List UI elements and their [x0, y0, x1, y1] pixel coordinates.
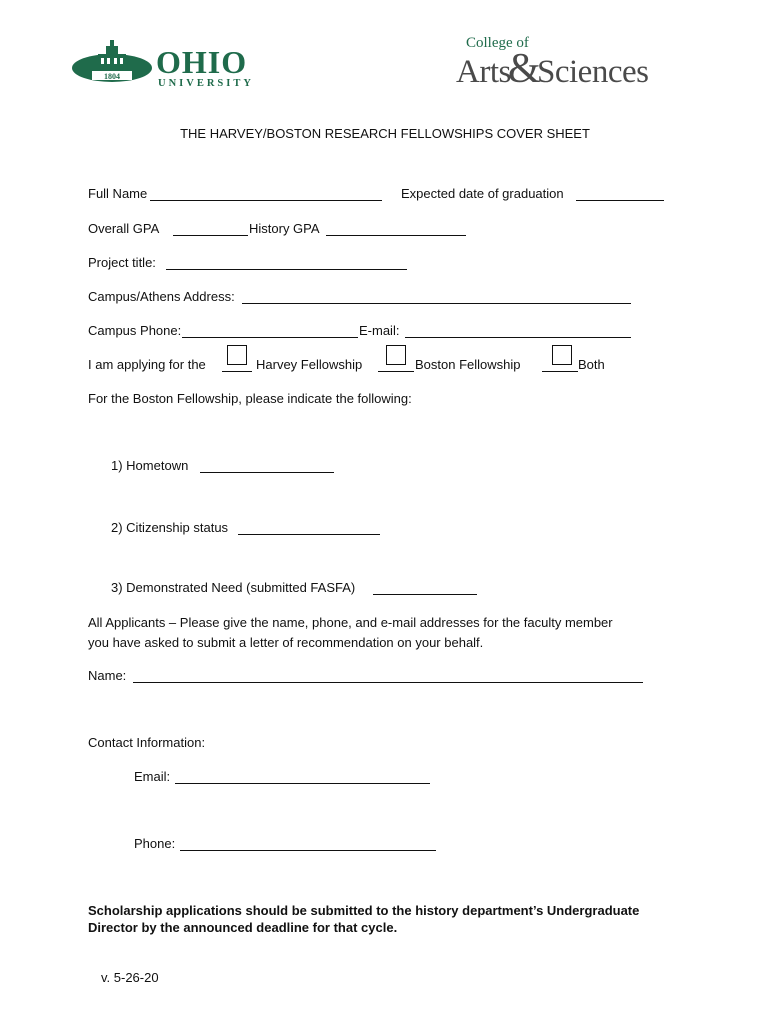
campus-phone-label: Campus Phone: — [88, 323, 182, 338]
applicants-instructions-line2: you have asked to submit a letter of recommendation on your behalf. — [88, 635, 484, 650]
page-title: THE HARVEY/BOSTON RESEARCH FELLOWSHIPS COVER SHEET — [180, 126, 590, 141]
overall-gpa-label: Overall GPA — [88, 221, 160, 236]
college-of-text: College of — [466, 35, 529, 51]
campus-address-label: Campus/Athens Address: — [88, 289, 235, 304]
harvey-checkbox[interactable] — [227, 345, 247, 365]
history-gpa-field[interactable] — [326, 223, 466, 236]
harvey-option-label: Harvey Fellowship — [256, 357, 363, 372]
recommender-phone-label: Phone: — [134, 836, 176, 851]
applying-label: I am applying for the — [88, 357, 206, 372]
applicants-instructions-line1: All Applicants – Please give the name, phone, and e-mail addresses for the faculty member — [88, 615, 613, 630]
project-title-field[interactable] — [166, 257, 407, 270]
graduation-field[interactable] — [576, 188, 664, 201]
hometown-label: 1) Hometown — [111, 458, 189, 473]
sciences-text: Sciences — [537, 54, 649, 90]
ampersand-text: & — [507, 46, 541, 92]
ohio-university-logo — [70, 38, 260, 92]
need-field[interactable] — [373, 582, 477, 595]
recommender-email-label: Email: — [134, 769, 171, 784]
university-seal-icon — [70, 38, 154, 92]
recommender-phone-field[interactable] — [180, 838, 436, 851]
full-name-field[interactable] — [150, 188, 382, 201]
seal-year: 1804 — [104, 72, 120, 81]
full-name-label: Full Name — [88, 186, 148, 201]
college-arts-sciences-logo — [456, 34, 686, 94]
overall-gpa-field[interactable] — [173, 223, 248, 236]
recommender-name-field[interactable] — [133, 670, 643, 683]
university-wordmark: UNIVERSITY — [158, 78, 254, 89]
hometown-field[interactable] — [200, 460, 334, 473]
email-label: E-mail: — [359, 323, 400, 338]
version-text: v. 5-26-20 — [101, 970, 159, 985]
recommender-email-field[interactable] — [175, 771, 430, 784]
boston-option-label: Boston Fellowship — [415, 357, 521, 372]
ohio-wordmark: OHIO — [156, 44, 248, 80]
citizenship-field[interactable] — [238, 522, 380, 535]
boston-intro: For the Boston Fellowship, please indicate the following: — [88, 391, 412, 406]
history-gpa-label: History GPA — [249, 221, 320, 236]
campus-phone-field[interactable] — [182, 325, 358, 338]
submission-notice-line1: Scholarship applications should be submitted to the history department’s Undergraduate — [88, 903, 640, 918]
both-checkbox[interactable] — [552, 345, 572, 365]
submission-notice-line2: Director by the announced deadline for that cycle. — [88, 920, 398, 935]
recommender-name-label: Name: — [88, 668, 127, 683]
need-label: 3) Demonstrated Need (submitted FASFA) — [111, 580, 356, 595]
citizenship-label: 2) Citizenship status — [111, 520, 229, 535]
project-title-label: Project title: — [88, 255, 156, 270]
contact-info-label: Contact Information: — [88, 735, 206, 750]
campus-address-field[interactable] — [242, 291, 631, 304]
arts-text: Arts — [456, 54, 511, 90]
boston-checkbox[interactable] — [386, 345, 406, 365]
email-field[interactable] — [405, 325, 631, 338]
both-option-label: Both — [578, 357, 605, 372]
graduation-label: Expected date of graduation — [401, 186, 564, 201]
